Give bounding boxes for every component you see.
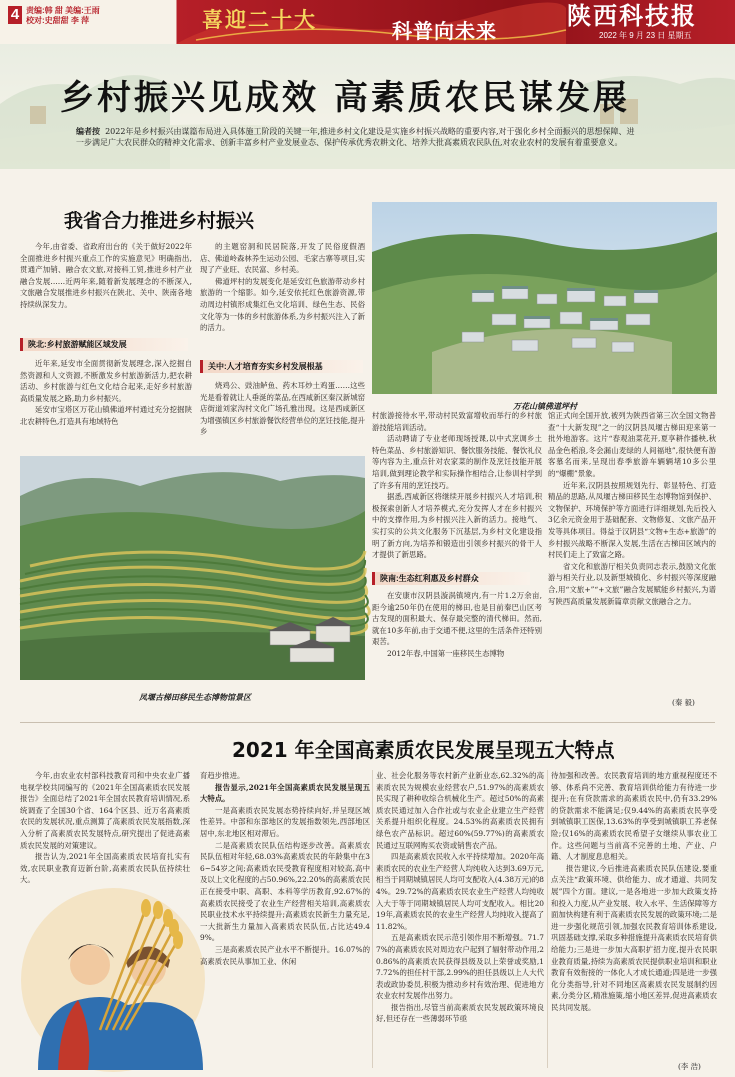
- masthead-subtitle: 科普向未来: [392, 19, 497, 43]
- subhead-shanbei: 陕北:乡村旅游赋能区域发展: [20, 338, 188, 351]
- article2-paragraph: 二是高素质农民队伍结构逐步改善。高素质农民队伍相对年轻,68.03%高素质农民的年龄集中在36~54岁之间;高素质农民受教育程度相对较高,高中及以上文化程度的占50.96%,22.20%的高素质农民正在接受中职、高职、本科等学历教育,92.67%的高素质农民接受了农业生产经营相关培训,高素质农民职业技术水平持续提升;高素质农民新生力量充足,一大批新生力量加入高素质农民队伍,占比达49.49%。: [200, 840, 370, 943]
- article1-title: 我省合力推进乡村振兴: [64, 210, 255, 232]
- article1-col1-bottom: [20, 358, 192, 450]
- article1-paragraph: 今年,由省委、省政府出台的《关于做好2022年全面推进乡村振兴重点工作的实施意见》明确指出,贯通产加销、融合农文旅,对接科工贸,推进乡村产业融合发展……近两年来,随着新发展理念的不断深入,文旅融合发展推进乡村振兴在陕北、关中、陕南各地持续纵深发力。: [20, 242, 192, 309]
- hero-banner: [0, 44, 735, 169]
- caption-wanhuashan: 万花山镇佛道坪村: [513, 401, 577, 411]
- article2-paragraph: 五是高素质农民示范引领作用不断增强。71.77%的高素质农民对周边农户起到了辐射带动作用,20.86%的高素质农民获得县级及以上荣誉或奖励,17.72%的担任村干部,2.99%的担任县级以上人大代表或政协委员,积极为推动乡村有效治理、促进地方农业农村发展作出努力。: [376, 933, 544, 1001]
- article1-col4: [548, 410, 716, 706]
- article2-col1: [20, 770, 190, 885]
- article2-col2: [200, 770, 370, 1070]
- newspaper-brand: 陕西科技报: [567, 1, 697, 30]
- article1-paragraph: 的主题窑洞和民居院落,开发了民俗度假酒店、佛道岭森林养生运动公园、毛家古寨等项目,实现了产业旺、农民富、乡村美。: [200, 242, 365, 275]
- article1-col1-top: [20, 241, 192, 336]
- article1-paragraph: 村旅游接待水平,带动村民致富增收而举行的乡村旅游技能培训活动。: [372, 411, 542, 432]
- article2-paragraph: 三是高素质农民产业水平不断提升。16.07%的高素质农民从事加工业、休闲: [200, 944, 370, 966]
- article1-paragraph: 馆正式向全国开放,被列为陕西省第三次全国文物普查“十大新发现”之一的汉阴县凤堰古梯田迎来第一批外地游客。这片“春观油菜花开,夏享耕作播秧,秋品金色稻浪,冬会漏山麦绿的人间福地”,很快便有游客慕名而来,呈现出春季旅游车辆辆堵10多公里的“爆棚”景象。: [548, 411, 716, 478]
- editor-credits: 责编:韩 甜 美编:王雨 校对:史甜甜 李 萍: [26, 6, 100, 25]
- article2-paragraph: 四是高素质农民收入水平持续增加。2020年高素质农民的农业生产经营人均纯收入达到3.69万元,相当于同期城镇居民人均可支配收入(4.38万元)的84%。29.72%的高素质农民农业生产经营人均纯收入大于等于同期城镇居民人均可支配收入。相比2019年,高素质农民的农业生产经营人均纯收入提高了11.82%。: [376, 852, 544, 931]
- article1-paragraph: 活动聘请了专业老师现场授课,以中式烹调乡土特色菜品、乡村旅游知识、餐饮服务技能、餐饮礼仪等内容为主,重点针对农家菜的制作及烹饪技能开展培训,做到理论教学和实际操作相结合,让参训村学到了许多有用的烹饪技巧。: [372, 434, 542, 490]
- page-headline: 乡村振兴见成效 高素质农民谋发展: [60, 78, 630, 118]
- article1-paragraph: 2012年春,中国第一座移民生态博物: [387, 648, 505, 658]
- article1-paragraph: 烧鸡公、豉油鲈鱼、药木耳炒土鸡蛋……这些光是看着就让人垂涎的菜品,在西咸新区秦汉新城窑店街道刘家沟村文化广场孔雅出现。这是西咸新区为增强镇区乡村旅游餐饮经营单位的烹饪技能,提升乡: [200, 381, 365, 437]
- article1-col2-top: [200, 241, 365, 353]
- article2-paragraph: 待加强和改善。农民教育培训的地方重视程度还不够、体系尚不完善、教育培训供给能力有待进一步提升;在有贷款需求的高素质农民中,仍有33.29%的贷款需求不能满足;仅9.44%的高素质农民享受到城镇职工医保,13.63%的享受到城镇职工养老保险;仅16%的高素质农民希望子女继续从事农业工作。这些问题与当前高不完善的土地、产业、户籍、人才制度息息相关。: [551, 771, 717, 862]
- article2-paragraph: 报告建议,今后推进高素质农民队伍建设,要重点关注“政策环境、供给能力、成才通道、共同发展”四个方面。建议,一是各地进一步加大政策支持和投入力度,从产业发展、收入水平、生活保障等方面加快构建有利于高素质农民发展的政策环境;二是进一步强化规范引领,加强农民教育培训体系建设,巩固基础支撑,采取多种措施提升高素质农民培育供给能力;三是进一步加大高职扩招力度,提升农民职业教育质量,持续为高素质农民提供职业培训和职业教育有效衔接的一体化人才成长通道;四是进一步强化分类指导,针对不同地区高素质农民发展制约因素,分类分区,精准施策,缩小地区差异,促进高素质农民共同发展。: [551, 863, 717, 1012]
- photo-wanhuashan-village: [372, 202, 717, 394]
- article1-author: (秦 毅): [672, 698, 695, 707]
- article2-col4: [551, 770, 717, 1060]
- article2-paragraph: 报告认为,2021年全国高素质农民培育扎实有效,农民职业教育迈新台阶,高素质农民队伍持续壮大。: [20, 852, 190, 885]
- editor-note-text: 2022年是乡村振兴由谋篇布局进入具体施工阶段的关键一年,推进乡村文化建设是实施乡村振兴战略的重要内容,对于强化乡村全面振兴的思想保障、进一步满足广大农民群众的精神文化需求、创新丰富乡村产业发展业态、保护传承优秀农耕文化、培养大批高素质农民队伍,对农业农村的发展有着重要意义。: [76, 127, 635, 147]
- column-rule: [547, 770, 548, 1068]
- article2-paragraph: 报告指出,尽管当前高素质农民发展政策环境良好,但还存在一些薄弱环节亟: [376, 1002, 544, 1024]
- article2-author: (李 浩): [678, 1062, 701, 1071]
- masthead-slogan: 喜迎二十大: [202, 7, 317, 32]
- article1-paragraph: 佛道坪村的发展变化是延安红色旅游带动乡村旅游的一个缩影。如今,延安依托红色旅游资源,带动周边村镇形成集红色文化培训、绿色生态、民俗文化等为一体的乡村旅游体系,为乡村振兴注入了新的活力。: [200, 276, 365, 333]
- subhead-shannan: 陕南:生态红利惠及乡村群众: [372, 572, 530, 585]
- issue-date: 2022 年 9 月 23 日 星期五: [599, 31, 692, 40]
- village-photo-illustration: [372, 202, 717, 394]
- article2-col3: [376, 770, 544, 1070]
- editor-note: [76, 126, 636, 148]
- page-number: 4: [8, 6, 22, 24]
- masthead: [0, 0, 735, 44]
- article1-col3-top: [372, 410, 542, 568]
- article2-paragraph: 一是高素质农民发展态势持续向好,并呈现区域性差异。中部和东部地区的发展指数领先,西部地区居中,东北地区相对滞后。: [200, 805, 370, 838]
- editor-note-lead: 编者按: [76, 126, 100, 136]
- caption-fengyan: 凤堰古梯田移民生态博物馆景区: [139, 692, 251, 702]
- article1-paragraph: 据悉,西咸新区将继续开展乡村振兴人才培训,积极探索创新人才培养模式,充分发挥人才在乡村振兴中的支撑作用,为乡村振兴注入新的活力。接地气、实打实的公共文化服务下沉基层,为乡村文化建设指明了新方向,为培养和锻造出引领乡村振兴的骨干人才提供了新思路。: [372, 492, 542, 560]
- farmers-harvest-illustration: [18, 870, 208, 1070]
- article1-col2-bottom: [200, 380, 365, 452]
- article2-title: 2021 年全国高素质农民发展呈现五大特点: [232, 738, 615, 762]
- article2-paragraph: 业、社会化服务等农村新产业新业态,62.32%的高素质农民为规模农业经营农户,51.97%的高素质农民实现了耕种收综合机械化生产。超过50%的高素质农民通过加入合作社或与农业企业建立生产经营关系提升组织化程度。24.53%的高素质农民拥有绿色农产品标识。超过60%(59.77%)的高素质农民通过互联网购买农资或销售农产品。: [376, 771, 544, 850]
- column-rule: [372, 770, 373, 1068]
- terraces-photo-illustration: [20, 456, 365, 680]
- article1-col3-bottom: [372, 590, 542, 708]
- article1-paragraph: 在安康市汉阴县漩涡镇境内,有一片1.2万余亩,距今逾250年仍在使用的梯田,也是目前秦巴山区考古发现的面积最大、保存最完整的清代梯田。然而,就在10多年前,由于交通不便,这里的生活条件还特别艰苦。: [372, 591, 542, 647]
- article1-paragraph: 省文化和旅游厅相关负责同志表示,鼓励文化旅游与相关行业,以及新型城镇化、乡村振兴等深度融合,用“文旅+”“+文旅”融合发展赋能乡村振兴,为谱写陕西高质量发展新篇章贡献文旅融合之力。: [548, 561, 716, 606]
- article2-paragraph: 报告显示,2021年全国高素质农民发展呈现五大特点。: [200, 782, 370, 804]
- section-divider: [20, 722, 715, 723]
- article1-paragraph: 延安市宝塔区万花山镇佛道坪村通过充分挖掘陕北农耕特色,打造具有地域特色: [20, 405, 192, 426]
- article2-paragraph: 今年,由农业农村部科技教育司和中央农业广播电视学校共同编写的《2021年全国高素质农民发展报告》全面总结了2021年全国农民教育培训情况,系统调查了全国30个省、164个区县、近万名高素质农民的发展状况,重点测算了高素质农民发展指数,深入分析了高素质农民发展特点,研究提出了促进高素质农民发展的对策建议。: [20, 771, 190, 850]
- subhead-guanzhong: 关中:人才培育夯实乡村发展根基: [200, 360, 363, 373]
- article1-paragraph: 近年来,延安市全面贯彻新发展理念,深入挖掘自然资源和人文资源,不断激发乡村旅游新活力,把农耕活动、乡村旅游与红色文化结合起来,走好乡村旅游高质量发展之路,助力乡村振兴。: [20, 359, 192, 403]
- article1-paragraph: 近年来,汉阴县按照规划先行、彰显特色、打造精品的思路,从凤堰古梯田移民生态博物馆到保护、文物保护、环境保护等方面进行详细规划,先后投入3亿余元资金用于基础配套、文物修复、文旅产品开发等具体项目。得益于汉阴县“文物+生态+旅游”的乡村振兴战略不断深入发展,生活在古梯田区域内的村民们走上了致富之路。: [548, 480, 716, 560]
- photo-fengyan-terraces: [20, 456, 365, 680]
- article2-paragraph: 育趋步推进。: [200, 771, 245, 780]
